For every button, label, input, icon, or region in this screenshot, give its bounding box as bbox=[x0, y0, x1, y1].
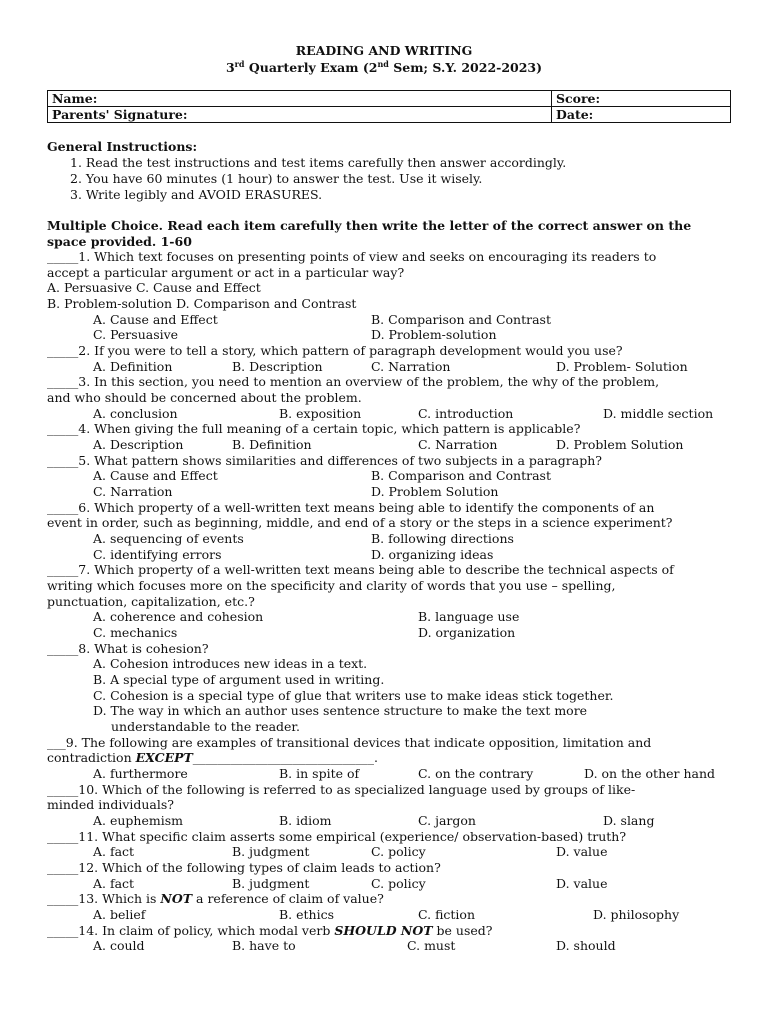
question-13: _____13. Which is NOT a reference of claim of value? bbox=[47, 891, 384, 906]
choice: A. could bbox=[93, 938, 145, 953]
choice: C. must bbox=[407, 938, 456, 953]
choice: B. idiom bbox=[279, 813, 332, 828]
student-info-table bbox=[47, 90, 731, 123]
choice: A. Cause and Effect bbox=[93, 468, 218, 483]
choice: B. in spite of bbox=[279, 766, 360, 781]
choice-cont: understandable to the reader. bbox=[111, 719, 301, 734]
choice: C. identifying errors bbox=[93, 547, 222, 562]
emphasis-should-not: SHOULD NOT bbox=[334, 923, 433, 938]
choice: B. exposition bbox=[279, 406, 362, 421]
choice: A. conclusion bbox=[93, 406, 178, 421]
question-6-cont: event in order, such as beginning, middle, and end of a story or the steps in a science experiment? bbox=[47, 515, 673, 530]
choice: A. coherence and cohesion bbox=[93, 609, 264, 624]
choice: A. Cohesion introduces new ideas in a text. bbox=[93, 656, 368, 671]
choice: D. philosophy bbox=[593, 907, 680, 922]
choice: C. on the contrary bbox=[418, 766, 534, 781]
choice: D. on the other hand bbox=[584, 766, 716, 781]
choice: A. fact bbox=[93, 876, 135, 891]
choice: C. mechanics bbox=[93, 625, 178, 640]
signature-field[interactable]: Parents' Signature: bbox=[48, 107, 552, 123]
name-field[interactable]: Name: bbox=[48, 91, 552, 107]
choice: C. Narration bbox=[93, 484, 173, 499]
choice: D. Problem Solution bbox=[556, 437, 684, 452]
choice: D. Problem- Solution bbox=[556, 359, 688, 374]
choice: C. policy bbox=[371, 844, 426, 859]
question-2: _____2. If you were to tell a story, which pattern of paragraph development would you use? bbox=[47, 343, 623, 358]
question-1-inline-choices: B. Problem-solution D. Comparison and Contrast bbox=[47, 296, 357, 311]
choice: C. Narration bbox=[418, 437, 498, 452]
choice: A. Cause and Effect bbox=[93, 312, 218, 327]
question-10-cont: minded individuals? bbox=[47, 797, 175, 812]
choice: D. Problem-solution bbox=[371, 327, 497, 342]
question-14: _____14. In claim of policy, which modal verb SHOULD NOT be used? bbox=[47, 923, 493, 938]
instruction-item: 3. Write legibly and AVOID ERASURES. bbox=[70, 187, 323, 202]
choice: A. euphemism bbox=[93, 813, 183, 828]
choice: D. Problem Solution bbox=[371, 484, 499, 499]
choice: A. Description bbox=[93, 437, 184, 452]
choice: B. judgment bbox=[232, 876, 310, 891]
question-7-cont: punctuation, capitalization, etc.? bbox=[47, 594, 255, 609]
general-instructions-heading: General Instructions: bbox=[47, 139, 198, 154]
multiple-choice-heading-cont: space provided. 1-60 bbox=[47, 234, 192, 249]
emphasis-except: EXCEPT bbox=[135, 750, 193, 765]
instruction-item: 1. Read the test instructions and test items carefully then answer accordingly. bbox=[70, 155, 567, 170]
choice: A. Definition bbox=[93, 359, 173, 374]
question-7: _____7. Which property of a well-written text means being able to describe the technical aspects of bbox=[47, 562, 674, 577]
choice: B. have to bbox=[232, 938, 296, 953]
choice: C. jargon bbox=[418, 813, 476, 828]
choice: D. value bbox=[556, 844, 608, 859]
question-8: _____8. What is cohesion? bbox=[47, 641, 209, 656]
choice: B. Comparison and Contrast bbox=[371, 312, 551, 327]
choice: D. The way in which an author uses sentence structure to make the text more bbox=[93, 703, 588, 718]
question-10: _____10. Which of the following is referred to as specialized language used by groups of like- bbox=[47, 782, 636, 797]
instruction-item: 2. You have 60 minutes (1 hour) to answer the test. Use it wisely. bbox=[70, 171, 483, 186]
question-1-cont: accept a particular argument or act in a particular way? bbox=[47, 265, 405, 280]
question-9-cont: contradiction EXCEPT_____________________________. bbox=[47, 750, 379, 765]
choice: C. Cohesion is a special type of glue that writers use to make ideas stick together. bbox=[93, 688, 614, 703]
question-6: _____6. Which property of a well-written text means being able to identify the components of an bbox=[47, 500, 655, 515]
choice: D. organizing ideas bbox=[371, 547, 494, 562]
exam-title: READING AND WRITING bbox=[295, 43, 473, 58]
emphasis-not: NOT bbox=[160, 891, 193, 906]
choice: D. value bbox=[556, 876, 608, 891]
question-11: _____11. What specific claim asserts some empirical (experience/ observation-based) truth? bbox=[47, 829, 627, 844]
question-12: _____12. Which of the following types of claim leads to action? bbox=[47, 860, 441, 875]
choice: B. following directions bbox=[371, 531, 514, 546]
choice: C. Narration bbox=[371, 359, 451, 374]
choice: C. Persuasive bbox=[93, 327, 179, 342]
choice: A. belief bbox=[93, 907, 146, 922]
choice: A. fact bbox=[93, 844, 135, 859]
choice: C. policy bbox=[371, 876, 426, 891]
choice: D. slang bbox=[603, 813, 655, 828]
choice: D. should bbox=[556, 938, 616, 953]
question-7-cont: writing which focuses more on the specificity and clarity of words that you use – spelling, bbox=[47, 578, 616, 593]
question-3: _____3. In this section, you need to mention an overview of the problem, the why of the problem, bbox=[47, 374, 660, 389]
choice: A. furthermore bbox=[93, 766, 188, 781]
question-9: ___9. The following are examples of transitional devices that indicate opposition, limitation and bbox=[47, 735, 652, 750]
exam-subtitle: 3rd Quarterly Exam (2nd Sem; S.Y. 2022-2023) bbox=[225, 59, 543, 75]
choice: B. Definition bbox=[232, 437, 312, 452]
choice: D. middle section bbox=[603, 406, 714, 421]
date-field[interactable]: Date: bbox=[552, 107, 731, 123]
question-3-cont: and who should be concerned about the problem. bbox=[47, 390, 362, 405]
multiple-choice-heading: Multiple Choice. Read each item carefully then write the letter of the correct answer on the bbox=[47, 218, 692, 233]
answer-blank[interactable]: _____________________________ bbox=[192, 750, 375, 765]
choice: D. organization bbox=[418, 625, 516, 640]
score-field[interactable]: Score: bbox=[552, 91, 731, 107]
question-4: _____4. When giving the full meaning of a certain topic, which pattern is applicable? bbox=[47, 421, 581, 436]
choice: B. language use bbox=[418, 609, 520, 624]
choice: B. Description bbox=[232, 359, 323, 374]
question-5: _____5. What pattern shows similarities and differences of two subjects in a paragraph? bbox=[47, 453, 602, 468]
question-1: _____1. Which text focuses on presenting points of view and seeks on encouraging its readers to bbox=[47, 249, 657, 264]
choice: B. A special type of argument used in writing. bbox=[93, 672, 385, 687]
choice: B. ethics bbox=[279, 907, 335, 922]
choice: C. introduction bbox=[418, 406, 514, 421]
choice: B. Comparison and Contrast bbox=[371, 468, 551, 483]
choice: C. fiction bbox=[418, 907, 476, 922]
choice: A. sequencing of events bbox=[93, 531, 244, 546]
choice: B. judgment bbox=[232, 844, 310, 859]
question-1-inline-choices: A. Persuasive C. Cause and Effect bbox=[47, 280, 261, 295]
